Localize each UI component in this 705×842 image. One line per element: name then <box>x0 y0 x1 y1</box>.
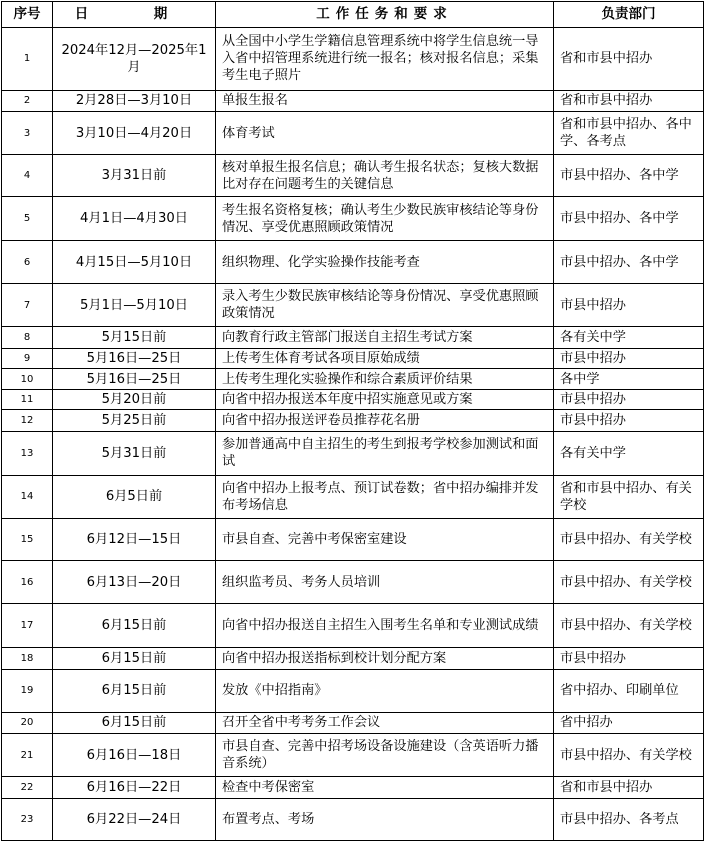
header-dept: 负责部门 <box>554 2 704 28</box>
table-row <box>2 155 704 197</box>
row-date: 6月16日—18日 <box>53 734 216 777</box>
row-no: 5 <box>2 197 53 241</box>
row-dept: 省和市县中招办、有关学校 <box>554 475 704 518</box>
row-dept: 省和市县中招办 <box>554 28 704 91</box>
row-no: 3 <box>2 112 53 155</box>
header-no: 序号 <box>2 2 53 28</box>
row-dept: 市县中招办、有关学校 <box>554 734 704 777</box>
row-date: 6月5日前 <box>53 475 216 518</box>
table-row <box>2 777 704 799</box>
header-task: 工作任务和要求 <box>216 2 554 28</box>
table-row <box>2 518 704 560</box>
table-row <box>2 648 704 670</box>
row-no: 15 <box>2 518 53 560</box>
row-no: 23 <box>2 798 53 840</box>
row-dept: 市县中招办 <box>554 389 704 410</box>
table-row <box>2 734 704 777</box>
row-task: 市县自查、完善中考保密室建设 <box>216 518 554 560</box>
row-task: 向省中招办报送评卷员推荐花名册 <box>216 410 554 432</box>
row-task: 参加普通高中自主招生的考生到报考学校参加测试和面试 <box>216 431 554 475</box>
row-dept: 市县中招办、各中学 <box>554 197 704 241</box>
row-task: 向教育行政主管部门报送自主招生考试方案 <box>216 327 554 349</box>
row-task: 组织物理、化学实验操作技能考查 <box>216 241 554 284</box>
row-no: 14 <box>2 475 53 518</box>
row-task: 市县自查、完善中招考场设备设施建设（含英语听力播音系统） <box>216 734 554 777</box>
row-dept: 各中学 <box>554 369 704 390</box>
row-task: 向省中招办报送本年度中招实施意见或方案 <box>216 389 554 410</box>
row-task: 发放《中招指南》 <box>216 669 554 712</box>
row-no: 1 <box>2 28 53 91</box>
row-date: 6月15日前 <box>53 604 216 648</box>
row-dept: 市县中招办、各中学 <box>554 155 704 197</box>
row-dept: 市县中招办、有关学校 <box>554 560 704 603</box>
row-task: 考生报名资格复核；确认考生少数民族审核结论等身份情况、享受优惠照顾政策情况 <box>216 197 554 241</box>
row-dept: 各有关中学 <box>554 327 704 349</box>
row-dept: 市县中招办、有关学校 <box>554 518 704 560</box>
row-no: 9 <box>2 348 53 369</box>
row-dept: 市县中招办、有关学校 <box>554 604 704 648</box>
row-no: 13 <box>2 431 53 475</box>
row-date: 3月31日前 <box>53 155 216 197</box>
row-date: 6月13日—20日 <box>53 560 216 603</box>
row-no: 12 <box>2 410 53 432</box>
row-dept: 省和市县中招办 <box>554 777 704 799</box>
row-no: 20 <box>2 712 53 734</box>
row-no: 21 <box>2 734 53 777</box>
table-row <box>2 389 704 410</box>
row-task: 召开全省中考考务工作会议 <box>216 712 554 734</box>
table-row <box>2 669 704 712</box>
row-dept: 市县中招办 <box>554 410 704 432</box>
row-no: 16 <box>2 560 53 603</box>
row-task: 上传考生理化实验操作和综合素质评价结果 <box>216 369 554 390</box>
table-row <box>2 475 704 518</box>
row-no: 18 <box>2 648 53 670</box>
table-row <box>2 197 704 241</box>
row-no: 6 <box>2 241 53 284</box>
row-date: 5月15日前 <box>53 327 216 349</box>
row-dept: 市县中招办 <box>554 348 704 369</box>
row-date: 4月1日—4月30日 <box>53 197 216 241</box>
row-date: 2024年12月—2025年1月 <box>53 28 216 91</box>
table-row <box>2 327 704 349</box>
row-date: 6月15日前 <box>53 648 216 670</box>
row-date: 5月1日—5月10日 <box>53 284 216 327</box>
row-date: 5月16日—25日 <box>53 348 216 369</box>
row-task: 布置考点、考场 <box>216 798 554 840</box>
schedule-table <box>1 1 704 841</box>
row-task: 组织监考员、考务人员培训 <box>216 560 554 603</box>
row-date: 5月20日前 <box>53 389 216 410</box>
row-no: 2 <box>2 90 53 112</box>
row-date: 4月15日—5月10日 <box>53 241 216 284</box>
row-no: 11 <box>2 389 53 410</box>
row-no: 10 <box>2 369 53 390</box>
table-row <box>2 241 704 284</box>
row-date: 5月16日—25日 <box>53 369 216 390</box>
row-dept: 省中招办 <box>554 712 704 734</box>
table-row <box>2 604 704 648</box>
row-dept: 省和市县中招办、各中学、各考点 <box>554 112 704 155</box>
row-date: 6月15日前 <box>53 669 216 712</box>
row-date: 6月22日—24日 <box>53 798 216 840</box>
row-task: 单报生报名 <box>216 90 554 112</box>
row-no: 19 <box>2 669 53 712</box>
row-no: 4 <box>2 155 53 197</box>
row-no: 17 <box>2 604 53 648</box>
row-task: 从全国中小学生学籍信息管理系统中将学生信息统一导入省中招管理系统进行统一报名；核对报名信息；采集考生电子照片 <box>216 28 554 91</box>
row-dept: 各有关中学 <box>554 431 704 475</box>
row-date: 6月16日—22日 <box>53 777 216 799</box>
row-task: 向省中招办报送自主招生入围考生名单和专业测试成绩 <box>216 604 554 648</box>
row-task: 向省中招办上报考点、预订试卷数；省中招办编排并发布考场信息 <box>216 475 554 518</box>
row-date: 5月25日前 <box>53 410 216 432</box>
table-row <box>2 560 704 603</box>
row-date: 2月28日—3月10日 <box>53 90 216 112</box>
table-row <box>2 284 704 327</box>
row-dept: 省和市县中招办 <box>554 90 704 112</box>
table-row <box>2 28 704 91</box>
header-date: 日 期 <box>53 2 216 28</box>
row-date: 5月31日前 <box>53 431 216 475</box>
table-row <box>2 410 704 432</box>
row-task: 录入考生少数民族审核结论等身份情况、享受优惠照顾政策情况 <box>216 284 554 327</box>
row-no: 8 <box>2 327 53 349</box>
row-dept: 市县中招办、各考点 <box>554 798 704 840</box>
table-row <box>2 431 704 475</box>
row-no: 22 <box>2 777 53 799</box>
row-task: 上传考生体育考试各项目原始成绩 <box>216 348 554 369</box>
row-date: 6月12日—15日 <box>53 518 216 560</box>
row-task: 体育考试 <box>216 112 554 155</box>
table-row <box>2 712 704 734</box>
row-dept: 省中招办、印刷单位 <box>554 669 704 712</box>
row-date: 6月15日前 <box>53 712 216 734</box>
row-dept: 市县中招办、各中学 <box>554 241 704 284</box>
row-task: 核对单报生报名信息；确认考生报名状态；复核大数据比对存在问题考生的关键信息 <box>216 155 554 197</box>
row-dept: 市县中招办 <box>554 648 704 670</box>
row-task: 向省中招办报送指标到校计划分配方案 <box>216 648 554 670</box>
table-row <box>2 369 704 390</box>
row-no: 7 <box>2 284 53 327</box>
header-row <box>2 2 704 28</box>
table-row <box>2 798 704 840</box>
row-task: 检查中考保密室 <box>216 777 554 799</box>
table-row <box>2 90 704 112</box>
row-date: 3月10日—4月20日 <box>53 112 216 155</box>
table-row <box>2 348 704 369</box>
row-dept: 市县中招办 <box>554 284 704 327</box>
table-row <box>2 112 704 155</box>
